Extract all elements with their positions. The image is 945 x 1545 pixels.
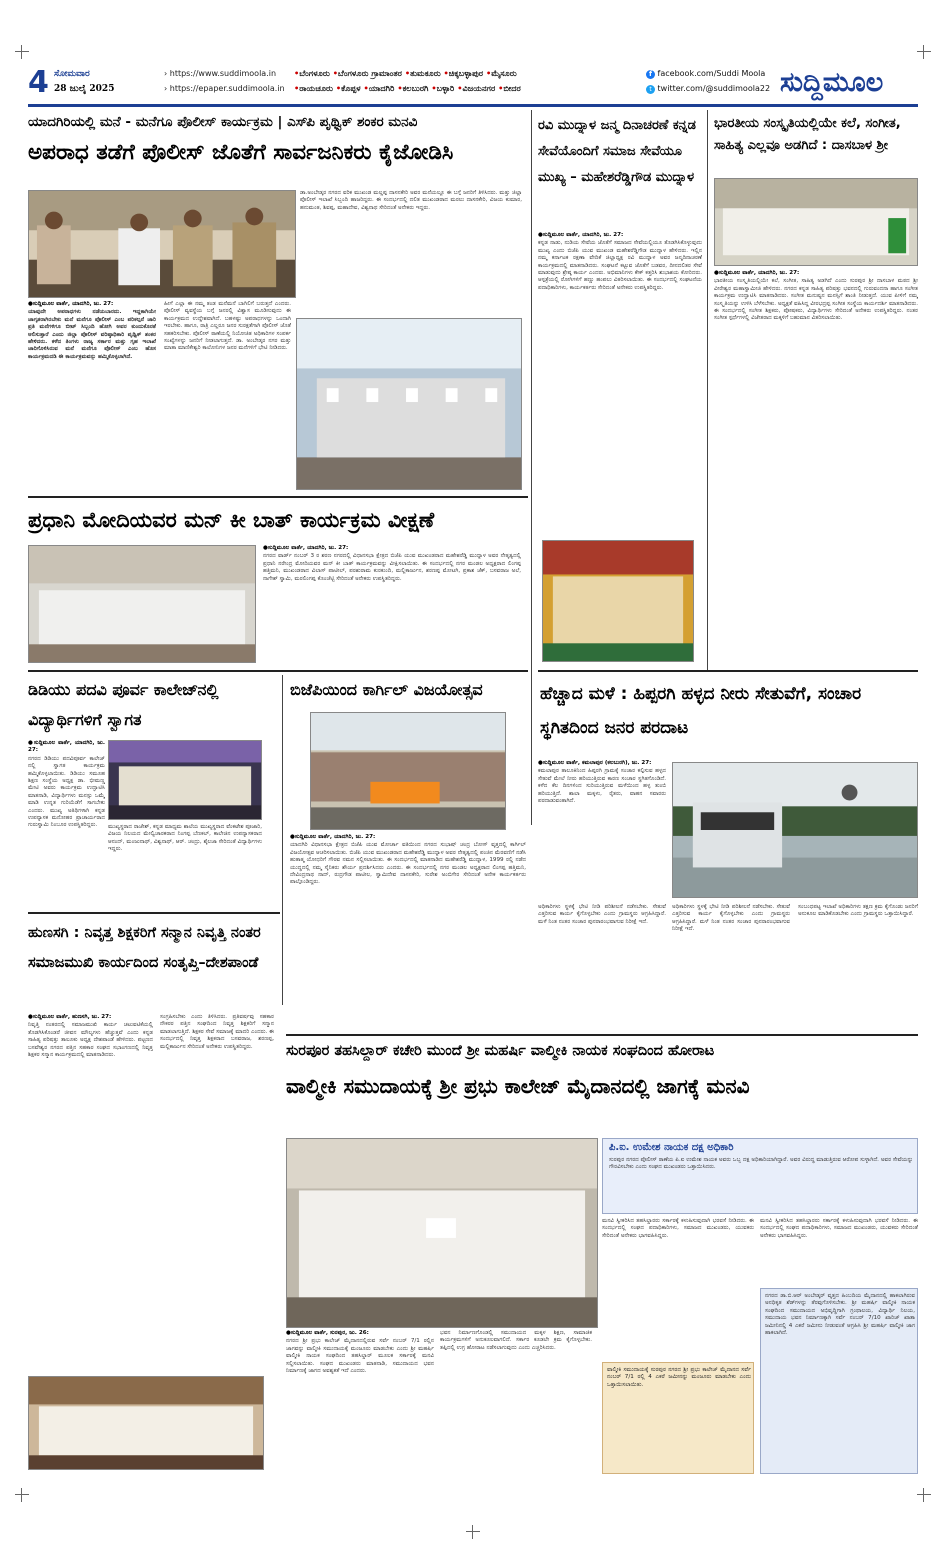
registration-mark [15,1488,29,1502]
column-divider [531,110,532,825]
valmiki-sidebox [602,1138,918,1214]
photo-college-stage [109,741,261,819]
police-text-3: ಡಾ.ಅಂಬೇಡ್ಕರ ನಗರದ ವರಿಕ ಮುಖಂಡ ಮಲ್ಲಪ್ಪ ದಾಸನಕೇರಿ ಅವರ ಮನೆಯಲ್ಲೂ ಈ ಬಗ್ಗೆ ಜನರಿಗೆ ತಿಳಿಸಿದರು. ಮತ್ತು ಜಿಲ್ಲಾ ಪೊಲೀಸ್ ಇಲಾಖೆ ಸಿಬ್ಬಂದಿ ಹಾಜರಿದ್ದರು. ಈ ಸಂದರ್ಭದಲ್ಲಿ ದಲಿತ ಮುಖಂಡರಾದ ಮರಲು ದಾಸನಕೇರಿ, ವಿಜಯ ಕುಮಾರ, ಹನುಮಂತ, ಶಿವಪ್ಪ, ಮಹಾದೇವ, ವಿಶ್ವನಾಥ ಸೇರಿದಂತೆ ಅನೇಕರು ಇದ್ದರು. [300,190,522,211]
retired-text-2: ಸಂಗ್ರಹಿಸಬೇಕು ಎಂದು ತಿಳಿಸಿದರು. ಪ್ರತಿವರ್ಷವು ಸಹಕಾರ ನೌಕರರ ಪತ್ತಿನ ಸಂಘದಿಂದ ನಿವೃತ್ತ ಶಿಕ್ಷಕರಿಗೆ ಸನ್ಮಾನ ಮಾಡಲಾಗುತ್ತಿದೆ. ಶಿಕ್ಷಕರ ಸೇವೆ ಸಮಾಜಕ್ಕೆ ಮಾದರಿ ಎಂದರು. ಈ ಸಂದರ್ಭದಲ್ಲಿ ನಿವೃತ್ತ ಶಿಕ್ಷಕರಾದ ಬಸವರಾಜ, ಶರಣಪ್ಪ, ಮಲ್ಲಿಕಾರ್ಜುನ ಸೇರಿದಂತೆ ಅನೇಕರು ಉಪಸ್ಥಿತರಿದ್ದರು. [160,1014,274,1050]
valmiki-body-4 [760,1218,918,1282]
police-column-1 [28,301,156,487]
photo-cake-cutting [543,541,693,661]
rain-text: ಕಮಲಾಪುರ ತಾಲೂಕಿನಿಂದ ಹಿಪ್ಪರಗಿ ಗ್ರಾಮಕ್ಕೆ ಸಂಚಾರ ಕಲ್ಪಿಸುವ ಹಳ್ಳದ ಸೇತುವೆ ಮೇಲೆ ನೀರು ಹರಿಯುತ್ತಿರುವ ಕಾರಣ ಸಂಚಾರ ಸ್ಥಗಿತಗೊಂಡಿದೆ. ಕಳೆದ ಕೆಲ ದಿನಗಳಿಂದ ಸುರಿಯುತ್ತಿರುವ ಮಳೆಯಿಂದ ಹಳ್ಳ ತುಂಬಿ ಹರಿಯುತ್ತಿದೆ. ಶಾಲಾ ಮಕ್ಕಳು, ರೈತರು, ವಾಹನ ಸವಾರರು ಪರದಾಡುವಂತಾಗಿದೆ. [538,768,666,805]
birthday-headline: ರವಿ ಮುದ್ನಾಳ ಜನ್ಮ ದಿನಾಚರಣೆ ಕನ್ನಡ ಸೇವೆಯೊಂದಿಗೆ ಸಮಾಜ ಸೇವೆಯೂ ಮುಖ್ಯ – ಮಹೇಶರೆಡ್ಡಿಗೌಡ ಮುದ್ನಾಳ [538,118,696,185]
valmiki-body [286,1330,434,1476]
modi-byline: ●ಸುದ್ದಿಮೂಲ ವಾರ್ತೆ, ಯಾದಗಿರಿ, ಜು. 27: [263,545,349,551]
social-facebook[interactable]: f facebook.com/Suddi Moola [646,69,765,79]
registration-mark [917,45,931,59]
valmiki-kicker: ಸುರಪೂರ ತಹಸಿಲ್ದಾರ್ ಕಚೇರಿ ಮುಂದೆ ಶ್ರೀ ಮಹರ್ಷಿ ವಾಲ್ಮೀಕಿ ನಾಯಕ ಸಂಘದಿಂದ ಹೋರಾಟ [286,1043,715,1059]
city-bullet: • [335,83,342,93]
police-byline: ●ಸುದ್ದಿಮೂಲ ವಾರ್ತೆ, ಯಾದಗಿರಿ, ಜು. 27: [28,301,114,307]
city-bullet: • [457,83,463,93]
valmiki-text-4: ಮನವಿ ಸ್ವೀಕರಿಸಿದ ತಹಸಿಲ್ದಾರರು ಸರ್ಕಾರಕ್ಕೆ ಕಳುಹಿಸುವುದಾಗಿ ಭರವಸೆ ನೀಡಿದರು. ಈ ಸಂದರ್ಭದಲ್ಲಿ ಸಂಘದ ಪದಾಧಿಕಾರಿಗಳು, ಸಮಾಜದ ಮುಖಂಡರು, ಯುವಕರು ಸೇರಿದಂತೆ ಅನೇಕರು ಭಾಗವಹಿಸಿದ್ದರು. [760,1218,918,1239]
valmiki-highlight-box [602,1362,754,1474]
facebook-icon: f [646,70,655,79]
modi-photo [28,545,256,663]
city-bullet: • [397,83,403,93]
city-bullet: • [443,68,449,78]
diploma-photo [108,740,262,820]
birthday-text: ಕನ್ನಡ ನಾಡು, ನುಡಿಯ ಸೇವೆಯ ಜೊತೆಗೆ ಸಮಾಜದ ಸೇವೆಯಲ್ಲಿಯೂ ತೊಡಗಿಸಿಕೊಳ್ಳುವುದು ಮುಖ್ಯ ಎಂದು ಬಿಜೆಪಿ ಯುವ ಮುಖಂಡ ಮಹೇಶರೆಡ್ಡಿಗೌಡ ಮುದ್ನಾಳ ಹೇಳಿದರು. ಇಲ್ಲಿನ ನಮ್ಮ ಕರ್ನಾಟಕ ರಕ್ಷಣಾ ವೇದಿಕೆ ಜಿಲ್ಲಾಧ್ಯಕ್ಷ ರವಿ ಮುದ್ನಾಳ ಅವರ ಜನ್ಮದಿನಾಚರಣೆ ಕಾರ್ಯಕ್ರಮದಲ್ಲಿ ಮಾತನಾಡಿದರು. ಸಂಘಟನೆ ಕಟ್ಟುವ ಜೊತೆಗೆ ಬಡವರ, ದೀನದಲಿತರ ಸೇವೆ ಮಾಡುವುದು ಶ್ರೇಷ್ಠ ಕಾರ್ಯ ಎಂದರು. ಅಭಿಮಾನಿಗಳು ಕೇಕ್ ಕತ್ತರಿಸಿ ಶುಭಾಶಯ ಕೋರಿದರು. ಆಸ್ಪತ್ರೆಯಲ್ಲಿ ರೋಗಿಗಳಿಗೆ ಹಣ್ಣು ಹಂಪಲು ವಿತರಿಸಲಾಯಿತು. ಈ ಸಂದರ್ಭದಲ್ಲಿ ಸಂಘಟನೆಯ ಪದಾಧಿಕಾರಿಗಳು, ಕಾರ್ಯಕರ್ತರು ಸೇರಿದಂತೆ ಅನೇಕರು ಉಪಸ್ಥಿತರಿದ್ದರು. [538,240,702,291]
photo-rally-banner [311,713,505,829]
kargil-headline: ಬಿಜೆಪಿಯಿಂದ ಕಾರ್ಗಿಲ್ ವಿಜಯೋತ್ಸವ [290,680,483,699]
valmiki-body-3 [602,1218,754,1358]
birthday-photo [542,540,694,662]
dasabala-photo [714,178,918,266]
column-divider [282,675,283,1005]
section-rule [28,496,528,498]
police-kicker: ಯಾದಗಿರಿಯಲ್ಲಿ ಮನೆ - ಮನೆಗೂ ಪೊಲೀಸ್ ಕಾರ್ಯಕ್ರಮ | ಎಸ್‍ಪಿ ಪೃಥ್ವಿಕ್ ಶಂಕರ ಮನವಿ [28,114,418,130]
photo-officers-meeting [29,191,295,297]
dasabala-body [714,270,918,666]
dasabala-text: ಭಾರತೀಯ ಸಂಸ್ಕೃತಿಯಲ್ಲಿಯೇ ಕಲೆ, ಸಂಗೀತ, ಸಾಹಿತ್ಯ ಅಡಗಿದೆ ಎಂದು ಸುರಪುರ ಶ್ರೀ ದಾಸಬಾಳ ಮಠದ ಶ್ರೀ ವೀರೇಶ್ವರ ಮಹಾಸ್ವಾಮೀಜಿ ಹೇಳಿದರು. ನಗರದ ಕನ್ನಡ ಸಾಹಿತ್ಯ ಪರಿಷತ್ತು ಭವನದಲ್ಲಿ ಗುರುವಂದನಾ ಹಾಗೂ ಸಂಗೀತ ಕಾರ್ಯಕ್ರಮ ಉದ್ಘಾಟಿಸಿ ಮಾತನಾಡಿದರು. ಸಂಗೀತ ಮನುಷ್ಯನ ಮನಸ್ಸಿಗೆ ಶಾಂತಿ ನೀಡುತ್ತದೆ. ಯುವ ಪೀಳಿಗೆ ನಮ್ಮ ಸಂಸ್ಕೃತಿಯನ್ನು ಉಳಿಸಿ ಬೆಳೆಸಬೇಕು. ಅಧ್ಯಕ್ಷತೆ ವಹಿಸಿದ್ದ ವೀರಭದ್ರಪ್ಪ ಸಂಗೀತ ಸಂಸ್ಥೆಯ ಕಾರ್ಯದರ್ಶಿ ಮಾತನಾಡಿದರು. ಈ ಸಂದರ್ಭದಲ್ಲಿ ಸಂಗೀತ ಶಿಕ್ಷಕರು, ಪೋಷಕರು, ವಿದ್ಯಾರ್ಥಿಗಳು ಸೇರಿದಂತೆ ಅನೇಕರು ಉಪಸ್ಥಿತರಿದ್ದರು. ನಂತರ ಸಂಗೀತ ಸ್ಪರ್ಧೆಗಳಲ್ಲಿ ವಿಜೇತರಾದ ಮಕ್ಕಳಿಗೆ ಬಹುಮಾನ ವಿತರಿಸಲಾಯಿತು. [714,278,918,322]
retired-body [28,1014,153,1370]
valmiki-right-box [760,1288,918,1474]
retired-headline: ಹುಣಸಗಿ : ನಿವೃತ್ತ ಶಿಕ್ಷಕರಿಗೆ ಸನ್ಮಾನ ನಿವೃತ್ತಿ ನಂತರ ಸಮಾಜಮುಖಿ ಕಾರ್ಯದಿಂದ ಸಂತೃಪ್ತಿ–ದೇಶಪಾಂಡೆ [28,925,261,971]
rain-text-3: ಸಂಬಂಧಪಟ್ಟ ಇಲಾಖೆ ಅಧಿಕಾರಿಗಳು ತಕ್ಷಣ ಕ್ರಮ ಕೈಗೊಂಡು ಜನರಿಗೆ ಅನುಕೂಲ ಮಾಡಿಕೊಡಬೇಕು ಎಂದು ಗ್ರಾಮಸ್ಥರು ಒತ್ತಾಯಿಸಿದ್ದಾರೆ. [798,904,918,918]
valmiki-text-3: ಮನವಿ ಸ್ವೀಕರಿಸಿದ ತಹಸಿಲ್ದಾರರು ಸರ್ಕಾರಕ್ಕೆ ಕಳುಹಿಸುವುದಾಗಿ ಭರವಸೆ ನೀಡಿದರು. ಈ ಸಂದರ್ಭದಲ್ಲಿ ಸಂಘದ ಪದಾಧಿಕಾರಿಗಳು, ಸಮಾಜದ ಮುಖಂಡರು, ಯುವಕರು ಸೇರಿದಂತೆ ಅನೇಕರು ಭಾಗವಹಿಸಿದ್ದರು. [602,1218,754,1239]
modi-body [263,545,521,665]
city-bullet: • [294,83,300,93]
diploma-body-2 [108,824,262,908]
modi-text: ನಗರದ ವಾರ್ಡ್ ನಂಬರ್ 3 ರ ಶರಣ ನಗರದಲ್ಲಿ ವಿಧಾನಸಭಾ ಕ್ಷೇತ್ರದ ಬಿಜೆಪಿ ಯುವ ಮುಖಂಡರಾದ ಮಹೇಶರೆಡ್ಡಿ ಮುದ್ನಾಳ ಅವರ ನೇತೃತ್ವದಲ್ಲಿ ಪ್ರಧಾನಿ ನರೇಂದ್ರ ಮೋದಿಯವರ ಮನ್ ಕೀ ಬಾತ್ ಕಾರ್ಯಕ್ರಮವನ್ನು ವೀಕ್ಷಿಸಲಾಯಿತು. ಈ ಸಂದರ್ಭದಲ್ಲಿ ನಗರ ಮಂಡಲ ಅಧ್ಯಕ್ಷರಾದ ಲಿಂಗಪ್ಪ ಹತ್ತಿಮನಿ, ಮುಖಂಡರಾದ ವಿಲಾಸ್ ಪಾಟೀಲ್, ಪರಶುರಾಮ ಕುರಕುಂದಿ, ಮಲ್ಲಿಕಾರ್ಜುನ, ಶರಣಪ್ಪ ಮೋಟಗಿ, ಪ್ರಕಾಶ ಜೆಕ್, ಬಸವರಾಜ ಅಲೆ, ನಾಗೇಶ್ ಸ್ವಾಮಿ, ಮರಲಿಂಗಪ್ಪ ಕೊಂಚೆಟ್ಟಿ ಸೇರಿದಂತೆ ಅನೇಕರು ಉಪಸ್ಥಿತರಿದ್ದರು. [263,553,521,582]
city-bullet: • [332,68,338,78]
city-bullet: • [431,83,437,93]
valmiki-headline: ವಾಲ್ಮೀಕಿ ಸಮುದಾಯಕ್ಕೆ ಶ್ರೀ ಪ್ರಭು ಕಾಲೇಜ್ ಮೈದಾನದಲ್ಲಿ ಜಾಗಕ್ಕೆ ಮನವಿ [286,1074,750,1098]
masthead [28,66,918,102]
photo-group-watching [29,546,255,662]
birthday-byline: ●ಸುದ್ದಿಮೂಲ ವಾರ್ತೆ, ಯಾದಗಿರಿ, ಜು. 27: [538,232,624,238]
city-bullet: • [294,68,300,78]
diploma-headline: ಡಿಡಿಯು ಪದವಿ ಪೂರ್ವ ಕಾಲೇಜ್‍ನಲ್ಲಿ ವಿದ್ಯಾರ್ಥಿಗಳಿಗೆ ಸ್ವಾಗತ [28,680,219,729]
city-bullet: • [498,83,504,93]
photo-people-holding-papers [297,319,521,489]
valmiki-byline: ●ಸುದ್ದಿಮೂಲ ವಾರ್ತೆ, ಸುರಪುರ, ಜು. 26: [286,1330,369,1336]
kargil-body [290,834,526,1004]
dasabala-headline: ಭಾರತೀಯ ಸಂಸ್ಕೃತಿಯಲ್ಲಿಯೇ ಕಲೆ, ಸಂಗೀತ, ಸಾಹಿತ್ಯ ಎಲ್ಲವೂ ಅಡಗಿದೆ : ದಾಸಬಾಳ ಶ್ರೀ [714,116,901,153]
birthday-body [538,232,702,534]
issue-date: 28 ಜುಲೈ 2025 [54,84,115,94]
valmiki-box2-text: ವಾಲ್ಮೀಕಿ ಸಮುದಾಯಕ್ಕೆ ಸುರಪುರ ನಗರದ ಶ್ರೀ ಪ್ರಭು ಕಾಲೇಜ್ ಮೈದಾನದ ಸರ್ವೆ ನಂಬರ್ 7/1 ರಲ್ಲಿ 4 ಎಕರೆ ಜಮೀನನ್ನು ಮಂಜೂರು ಮಾಡಬೇಕು ಎಂದು ಒತ್ತಾಯಿಸಲಾಯಿತು. [607,1367,751,1388]
photo-cultural-event [715,179,917,265]
kargil-photo [310,712,506,830]
social-twitter[interactable]: t twitter.com/@suddimoola22 [646,84,770,94]
valmiki-box-title: ಪಿ.ಐ. ಉಮೇಶ ನಾಯಕ ದಕ್ಷ ಅಧಿಕಾರಿ [609,1142,734,1153]
issue-day: ಸೋಮವಾರ [54,69,90,79]
masthead-rule [28,104,918,107]
valmiki-text-2: ಭವನ ನಿರ್ಮಾಣಗೊಂಡಲ್ಲಿ ಸಮುದಾಯದ ಮಕ್ಕಳ ಶಿಕ್ಷಣ, ಸಾಮಾಜಿಕ ಕಾರ್ಯಕ್ರಮಗಳಿಗೆ ಅನುಕೂಲವಾಗಲಿದೆ. ಸರ್ಕಾರ ಕೂಡಲೇ ಕ್ರಮ ಕೈಗೊಳ್ಳಬೇಕು. ತಪ್ಪಿದಲ್ಲಿ ಉಗ್ರ ಹೋರಾಟ ನಡೆಸಲಾಗುವುದು ಎಂದು ಎಚ್ಚರಿಸಿದರು. [440,1330,592,1351]
registration-mark [466,1525,480,1539]
valmiki-box-body: ಸುರಪುರ ನಗರದ ಪೊಲೀಸ್ ಠಾಣೆಯ ಪಿ.ಐ ಉಮೇಶ ನಾಯಕ ಅವರು ಒಬ್ಬ ದಕ್ಷ ಅಧಿಕಾರಿಯಾಗಿದ್ದಾರೆ. ಅವರ ವಿರುದ್ಧ ಮಾಡುತ್ತಿರುವ ಆರೋಪ ಸುಳ್ಳಾಗಿದೆ. ಅವರ ಸೇವೆಯನ್ನು ಗೌರವಿಸಬೇಕು ಎಂದು ಸಂಘದ ಮುಖಂಡರು ಒತ್ತಾಯಿಸಿದರು. [609,1157,913,1171]
city-bullet: • [363,83,369,93]
link-epaper[interactable]: › https://epaper.suddimoola.in [164,84,285,93]
rain-body-4 [538,904,666,1028]
rain-text-2: ಅಧಿಕಾರಿಗಳು ಸ್ಥಳಕ್ಕೆ ಭೇಟಿ ನೀಡಿ ಪರಿಶೀಲನೆ ನಡೆಸಬೇಕು. ಸೇತುವೆ ಎತ್ತರಿಸುವ ಕಾರ್ಯ ಕೈಗೊಳ್ಳಬೇಕು ಎಂದು ಗ್ರಾಮಸ್ಥರು ಆಗ್ರಹಿಸಿದ್ದಾರೆ. ಮಳೆ ನಿಂತ ನಂತರ ಸಂಚಾರ ಪುನರಾರಂಭವಾಗುವ ನಿರೀಕ್ಷೆ ಇದೆ. [672,904,790,933]
police-photo [28,190,296,298]
registration-mark [917,1488,931,1502]
retired-text: ನಿವೃತ್ತಿ ನಂತರದಲ್ಲಿ ಸಮಾಜಮುಖಿ ಕಾರ್ಯ ಚಟುವಟಿಕೆಯಲ್ಲಿ ತೊಡಗಿಸಿಕೊಂಡರೆ ಜೀವನ ಮೌಲ್ಯಗಳು ಹೆಚ್ಚುತ್ತವೆ ಎಂದು ಕನ್ನಡ ಸಾಹಿತ್ಯ ಪರಿಷತ್ತು ತಾಲೂಕು ಅಧ್ಯಕ್ಷ ದೇಶಪಾಂಡೆ ಹೇಳಿದರು. ಪಟ್ಟಣದ ಬಸವೇಶ್ವರ ನಗರದ ಪತ್ತಿನ ಸಹಕಾರ ಸಂಘದ ಸಭಾಂಗಣದಲ್ಲಿ ನಿವೃತ್ತ ಶಿಕ್ಷಕರ ಸನ್ಮಾನ ಕಾರ್ಯಕ್ರಮದಲ್ಲಿ ಮಾತನಾಡಿದರು. [28,1022,153,1059]
rain-body [538,760,666,900]
rain-photo [672,762,918,898]
valmiki-right-text: ನಗರದ ಡಾ.ಬಿ.ಆರ್ ಅಂಬೇಡ್ಕರ್ ವೃತ್ತದ ಹಿಂಬದಿಯ ಮೈದಾನದಲ್ಲಿ ಹಾಕಲಾಗಿರುವ ಅನಧಿಕೃತ ಶೆಡ್‍ಗಳನ್ನು ತೆರವುಗೊಳಿಸಬೇಕು. ಶ್ರೀ ಮಹರ್ಷಿ ವಾಲ್ಮೀಕಿ ನಾಯಕ ಸಂಘದಿಂದ ಸಮುದಾಯದ ಅಭಿವೃದ್ಧಿಗಾಗಿ ಗ್ರಂಥಾಲಯ, ವಿದ್ಯಾರ್ಥಿ ನಿಲಯ, ಸಮುದಾಯ ಭವನ ನಿರ್ಮಾಣಕ್ಕಾಗಿ ಸರ್ವೆ ನಂಬರ್ 7/10 ಖಾರಿಜ್ ಖಾತಾ ಜಮೀನಿನಲ್ಲಿ 4 ಎಕರೆ ಜಮೀನು ನೀಡುವಂತೆ ಆಗ್ರಹಿಸಿ ಶ್ರೀ ಮಹರ್ಷಿ ವಾಲ್ಮೀಕಿ ಜಾಗ ಹಾಕಲಾಗಿದೆ. [765,1293,915,1337]
city-list-row2: •ರಾಯಚೂರು •ಕೊಪ್ಪಳ •ಯಾದಗಿರಿ •ಕಲಬುರಗಿ •ಬಳ್ಳಾರಿ •ವಿಜಯನಗರ •ಬೀದರ [294,83,521,93]
rain-body-3 [798,904,918,1028]
valmiki-text: ನಗರದ ಶ್ರೀ ಪ್ರಭು ಕಾಲೇಜ್ ಮೈದಾನದಲ್ಲಿರುವ ಸರ್ವೆ ನಂಬರ್ 7/1 ರಲ್ಲಿನ ಜಾಗವನ್ನು ವಾಲ್ಮೀಕಿ ಸಮುದಾಯಕ್ಕೆ ಮಂಜೂರು ಮಾಡಬೇಕು ಎಂದು ಶ್ರೀ ಮಹರ್ಷಿ ವಾಲ್ಮೀಕಿ ನಾಯಕ ಸಂಘದಿಂದ ತಹಸಿಲ್ದಾರ್ ಮೂಲಕ ಸರ್ಕಾರಕ್ಕೆ ಮನವಿ ಸಲ್ಲಿಸಲಾಯಿತು. ಸಂಘದ ಮುಖಂಡರು ಮಾತನಾಡಿ, ಸಮುದಾಯದ ಭವನ ನಿರ್ಮಾಣಕ್ಕೆ ಜಾಗದ ಅವಶ್ಯಕತೆ ಇದೆ ಎಂದರು. [286,1338,434,1375]
rain-byline: ●ಸುದ್ದಿಮೂಲ ವಾರ್ತೆ, ಕಮಲಾಪುರ (ಕಲಬುರಗಿ), ಜು. 27: [538,760,652,766]
kargil-text: ಯಾದಗಿರಿ ವಿಧಾನಸಭಾ ಕ್ಷೇತ್ರದ ಬಿಜೆಪಿ ಯುವ ಮೋರ್ಚಾ ವತಿಯಿಂದ ನಗರದ ಸುಭಾಷ್ ಚಂದ್ರ ಬೋಸ್ ವೃತ್ತದಲ್ಲಿ ಕಾರ್ಗಿಲ್ ವಿಜಯೋತ್ಸವ ಆಚರಿಸಲಾಯಿತು. ಬಿಜೆಪಿ ಯುವ ಮುಖಂಡರಾದ ಮಹೇಶರೆಡ್ಡಿ ಮುದ್ನಾಳ ಅವರ ನೇತೃತ್ವದಲ್ಲಿ ಪಂಜಿನ ಮೆರವಣಿಗೆ ನಡೆಸಿ ಹುತಾತ್ಮ ಯೋಧರಿಗೆ ಗೌರವ ನಮನ ಸಲ್ಲಿಸಲಾಯಿತು. ಈ ಸಂದರ್ಭದಲ್ಲಿ ಮಾತನಾಡಿದ ಮಹೇಶರೆಡ್ಡಿ ಮುದ್ನಾಳ, 1999 ರಲ್ಲಿ ನಡೆದ ಯುದ್ಧದಲ್ಲಿ ನಮ್ಮ ಸೈನಿಕರು ಶೌರ್ಯ ಪ್ರದರ್ಶಿಸಿದರು ಎಂದರು. ಈ ಸಂದರ್ಭದಲ್ಲಿ ನಗರ ಮಂಡಲ ಅಧ್ಯಕ್ಷರಾದ ಲಿಂಗಪ್ಪ ಹತ್ತಿಮನಿ, ದೇವಿಂದ್ರನಾಥ ನಾದ್, ರುದ್ರಗೌಡ ಪಾಟೀಲ, ಸ್ವಾಮಿದೇವ ದಾಸನಕೇರಿ, ಸುರೇಶ ಅಂಬಿಗೇರ ಸೇರಿದಂತೆ ಅನೇಕ ಕಾರ್ಯಕರ್ತರು ಪಾಲ್ಗೊಂಡಿದ್ದರು. [290,842,526,886]
retired-byline: ●ಸುದ್ದಿಮೂಲ ವಾರ್ತೆ, ಹುಣಸಗಿ, ಜು. 27: [28,1014,112,1020]
rain-headline: ಹೆಚ್ಚಾದ ಮಳೆ : ಹಿಪ್ಪರಗಿ ಹಳ್ಳದ ನೀರು ಸೇತುವೆಗೆ, ಸಂಚಾರ ಸ್ಥಗಿತದಿಂದ ಜನರ ಪರದಾಟ [540,684,862,738]
section-rule [28,912,280,914]
police-group-photo [296,318,522,490]
police-headline: ಅಪರಾಧ ತಡೆಗೆ ಪೊಲೀಸ್ ಜೊತೆಗೆ ಸಾರ್ವಜನಿಕರು ಕೈಜೋಡಿಸಿ [28,140,454,165]
kargil-byline: ●ಸುದ್ದಿಮೂಲ ವಾರ್ತೆ, ಯಾದಗಿರಿ, ಜು. 27: [290,834,376,840]
police-column-3 [300,190,522,308]
diploma-text: ನಗರದ ಡಿಡಿಯು ಪದವಿಪೂರ್ವ ಕಾಲೇಜ್ ನಲ್ಲಿ ಸ್ವಾಗತ ಕಾರ್ಯಕ್ರಮ ಹಮ್ಮಿಕೊಳ್ಳಲಾಯಿತು. ಡಿಡಿಯು ಸಮೂಹ ಶಿಕ್ಷಣ ಸಂಸ್ಥೆಯ ಅಧ್ಯಕ್ಷ ಡಾ. ಭೀಮಣ್ಣ ಮೇಟಿ ಅವರು ಕಾರ್ಯಕ್ರಮ ಉದ್ಘಾಟಿಸಿ ಮಾತನಾಡಿ, ವಿದ್ಯಾರ್ಥಿಗಳು ಮನಸ್ಸು ಒಮ್ಮೆ ಮಾಡಿ ಉನ್ನತ ಗುರಿಯೆಡೆಗೆ ಸಾಗಬೇಕು ಎಂದರು. ಮುಖ್ಯ ಅತಿಥಿಗಳಾಗಿ ಕನ್ನಡ ಉಪನ್ಯಾಸಕ ಮನೋಹರ ಪ್ರಾಚಾರ್ಯರಾದ ಗುರುಸ್ವಾಮಿ ನಿಂಬೂರ ಉಪಸ್ಥಿತರಿದ್ದರು. [28,755,105,829]
valmiki-body-2 [440,1330,592,1476]
registration-mark [15,45,29,59]
city-bullet: • [486,68,492,78]
diploma-byline: ●ಸುದ್ದಿಮೂಲ ವಾರ್ತೆ, ಯಾದಗಿರಿ, ಜು. 27: [28,740,105,754]
section-rule [28,670,528,672]
twitter-icon: t [646,85,655,94]
chevron-right-icon: › [164,69,170,78]
modi-headline: ಪ್ರಧಾನಿ ಮೋದಿಯವರ ಮನ್ ಕೀ ಬಾತ್ ಕಾರ್ಯಕ್ರಮ ವೀಕ್ಷಣೆ [28,508,435,532]
section-rule [538,670,918,672]
photo-flooded-bridge-bus [673,763,917,897]
link-website[interactable]: › https://www.suddimoola.in [164,69,277,78]
diploma-body [28,740,105,908]
retired-photo [28,1376,264,1470]
column-divider [707,110,708,670]
diploma-text-2: ಮುಖ್ಯಸ್ಥರಾದ ರಾಜೇಶ್, ಕನ್ನಡ ಮಾಧ್ಯಮ ಶಾಲೆಯ ಮುಖ್ಯಸ್ಥರಾದ ವೆಂಕಟೇಶ ಪೂಜಾರಿ, ವಿಜಯ ನಿಲಯದ ಮೇಲ್ವಿಚಾರಕರಾದ ನಿಂಗಪ್ಪ ಬೆಣಕಲ್, ಕಾಲೇಜಿನ ಉಪನ್ಯಾಸಕರಾದ ಆನಂದ್, ಮಂಜುನಾಥ್, ವಿಶ್ವನಾಥ್, ಆರ್. ಚಂದ್ರು, ಶೈಲಜಾ ಸೇರಿದಂತೆ ವಿದ್ಯಾರ್ಥಿಗಳು ಇದ್ದರು. [108,824,262,853]
police-text-2: ಹೀಗೆ ಎಲ್ಲಾ ಈ ನಮ್ಮ ತಂಡ ಮನೆಮನೆ ಬಾಗಿಲಿಗೆ ಬರುತ್ತದೆ ಎಂದರು. ಪೊಲೀಸ್ ವ್ಯವಸ್ಥೆಯ ಬಗ್ಗೆ ಜನರಲ್ಲಿ ವಿಶ್ವಾಸ ಮೂಡಿಸುವುದು ಈ ಕಾರ್ಯಕ್ರಮದ ಉದ್ದೇಶವಾಗಿದೆ. ಬಹಳಷ್ಟು ಅಪರಾಧಗಳನ್ನು ಒಂದಾಗಿ ಇರಬೇಕು. ಹಾಗೂ, ರಾತ್ರಿ ಎಲ್ಲರೂ ಜನರ ಸುರಕ್ಷತೆಗಾಗಿ ಪೊಲೀಸ್ ಜೊತೆ ಸಹಕರಿಸಬೇಕು. ಪೊಲೀಸ್ ಠಾಣೆಯಲ್ಲಿ ನಿಯೋಜಿತ ಅಧಿಕಾರಿಗಳ ಸಂಪರ್ಕ ಸಂಖ್ಯೆಗಳನ್ನು ಜನರಿಗೆ ನೀಡಲಾಗುತ್ತದೆ. ಡಾ. ಅಂಬೇಡ್ಕರ ನಗರ ಮತ್ತು ಮಾತಾ ಮಾಣಿಕೇಶ್ವರಿ ಕಾಲೋನಿಗಳ ಜನರ ಮನೆಗಳಿಗೆ ಭೇಟಿ ನೀಡಿದರು. [164,301,291,352]
section-rule [286,1034,918,1036]
valmiki-photo [286,1138,598,1328]
rain-body-2 [672,904,790,1028]
city-bullet: • [404,68,411,78]
page-number: 4 [28,65,49,100]
chevron-right-icon: › [164,84,170,93]
police-column-2 [164,301,291,487]
police-text-1: ಯಾವುದೇ ಅಪರಾಧಗಳು ನಡೆಯಬಾರದು. ಇದ್ದಕಾಗಿಯೇ ಜಾಗೃತರಾಗಿರಬೇಕು ಮನೆ ಮನೆಗೂ ಪೊಲೀಸ್ ಎಂಬ ಪರಿಕಲ್ಪನೆ ಜಾರಿ ಪ್ರತಿ ಮನೆಗಳಿಗೂ ಬೀಟ್ ಸಿಬ್ಬಂದಿ ಹೋಗಿ ಅವರ ಕುಂದುಕೊರತೆ ಆಲಿಸುತ್ತಾರೆ ಎಂದು ಜಿಲ್ಲಾ ಪೊಲೀಸ್ ವರಿಷ್ಠಾಧಿಕಾರಿ ಪೃಥ್ವಿಕ್ ಶಂಕರ ಹೇಳಿದರು. ಕಳೆದ ತಿಂಗಳು ರಾಜ್ಯ ಸರ್ಕಾರ ಮತ್ತು ಗೃಹ ಇಲಾಖೆ ಜಾರಿಗೊಳಿಸಿರುವ ಮನೆ ಮನೆಗೂ ಪೊಲೀಸ್ ಎಂಬ ಹೊಸ ಕಾರ್ಯಕ್ರಮದಡಿ ಈ ಕಾರ್ಯಕ್ರಮವನ್ನು ಹಮ್ಮಿಕೊಳ್ಳಲಾಗಿದೆ. [28,309,156,360]
photo-felicitation [29,1377,263,1469]
masthead-logo: ಸುದ್ದಿಮೂಲ [780,67,884,98]
city-list-row1: •ಬೆಂಗಳೂರು •ಬೆಂಗಳೂರು ಗ್ರಾಮಾಂತರ •ತುಮಕೂರು •ಚಿಕ್ಕಬಳ್ಳಾಪುರ •ಮೈಸೂರು [294,68,517,78]
rain-text-4: ಅಧಿಕಾರಿಗಳು ಸ್ಥಳಕ್ಕೆ ಭೇಟಿ ನೀಡಿ ಪರಿಶೀಲನೆ ನಡೆಸಬೇಕು. ಸೇತುವೆ ಎತ್ತರಿಸುವ ಕಾರ್ಯ ಕೈಗೊಳ್ಳಬೇಕು ಎಂದು ಗ್ರಾಮಸ್ಥರು ಆಗ್ರಹಿಸಿದ್ದಾರೆ. ಮಳೆ ನಿಂತ ನಂತರ ಸಂಚಾರ ಪುನರಾರಂಭವಾಗುವ ನಿರೀಕ್ಷೆ ಇದೆ. [538,904,666,925]
dasabala-byline: ●ಸುದ್ದಿಮೂಲ ವಾರ್ತೆ, ಯಾದಗಿರಿ, ಜು. 27: [714,270,800,276]
photo-memorandum-submission [287,1139,597,1327]
retired-body-2 [160,1014,274,1370]
